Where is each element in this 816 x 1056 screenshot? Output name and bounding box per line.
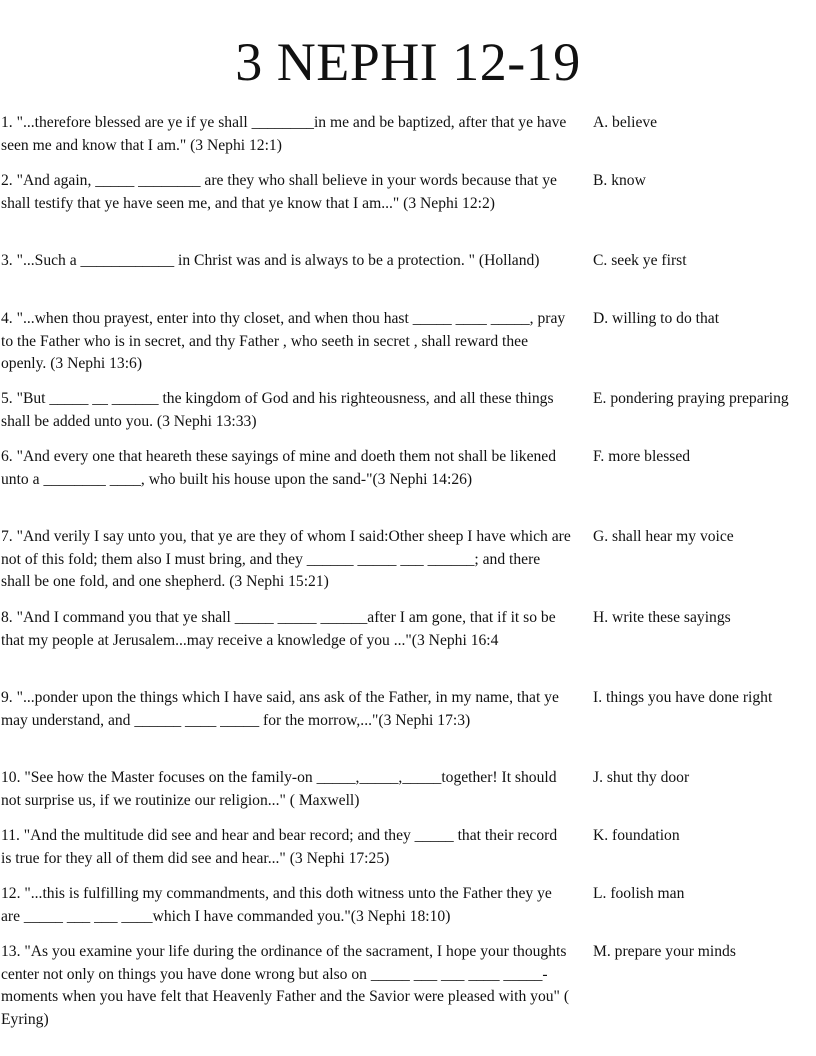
question-text: 8. "And I command you that ye shall _____ _____ ______after I am gone, that if it so be that my people at Jerusalem...may receive a knowledge of you ..."(3 Nephi 16:4: [1, 609, 556, 649]
question-text: 5. "But _____ __ ______ the kingdom of God and his righteousness, and all these things shall be added unto you. (3 Nephi 13:33): [1, 390, 554, 430]
answer-option: M. prepare your minds: [593, 943, 736, 960]
question-text: 13. "As you examine your life during the ordinance of the sacrament, I hope your thoughts center not only on things you have done wrong but also on _____ ___ ___ ____ _____-moments when you have felt that Heavenly Father and the Savior were pleased with you" ( Eyring): [1, 943, 570, 1028]
answer-option: E. pondering praying preparing: [593, 390, 789, 407]
answer-option: F. more blessed: [593, 448, 691, 465]
question-text: 6. "And every one that heareth these sayings of mine and doeth them not shall be likened unto a ________ ____, who built his house upon the sand-"(3 Nephi 14:26): [1, 448, 557, 488]
page-title: 3 NEPHI 12-19: [235, 32, 581, 92]
answer-option: J. shut thy door: [593, 769, 690, 786]
answer-option: A. believe: [593, 114, 658, 131]
answer-option: G. shall hear my voice: [593, 528, 734, 545]
answer-option: L. foolish man: [593, 885, 685, 902]
question-text: 1. "...therefore blessed are ye if ye shall ________in me and be baptized, after that ye have seen me and know that I am." (3 Nephi 12:1): [1, 114, 567, 154]
question-text: 10. "See how the Master focuses on the family-on _____,_____,_____together! It should not surprise us, if we routinize our religion..." ( Maxwell): [1, 769, 557, 809]
question-text: 3. "...Such a ____________ in Christ was and is always to be a protection. " (Holland): [1, 252, 540, 269]
question-text: 2. "And again, _____ ________ are they who shall believe in your words because that ye shall testify that ye have seen me, and that ye know that I am..." (3 Nephi 12:2): [1, 172, 557, 212]
answer-option: K. foundation: [593, 827, 680, 844]
question-text: 4. "...when thou prayest, enter into thy closet, and when thou hast _____ ____ _____, pray to the Father who is in secret, and thy Father , who seeth in secret , shall reward thee openly. (3 Nephi 13:6): [1, 310, 566, 373]
question-text: 12. "...this is fulfilling my commandments, and this doth witness unto the Father they ye are _____ ___ ___ ____which I have commanded you."(3 Nephi 18:10): [1, 885, 552, 925]
question-text: 9. "...ponder upon the things which I have said, ans ask of the Father, in my name, that ye may understand, and ______ ____ _____ for the morrow,..."(3 Nephi 17:3): [1, 689, 559, 729]
answer-option: D. willing to do that: [593, 310, 720, 327]
question-text: 7. "And verily I say unto you, that ye are they of whom I said:Other sheep I have which are not of this fold; them also I must bring, and they ______ _____ ___ ______; and there shall be one fold, and one shepherd. (3 Nephi 15:21): [1, 528, 571, 591]
answer-option: H. write these sayings: [593, 609, 731, 626]
question-text: 11. "And the multitude did see and hear and bear record; and they _____ that their record is true for they all of them did see and hear..." (3 Nephi 17:25): [1, 827, 558, 867]
answer-option: C. seek ye first: [593, 252, 687, 269]
answer-option: I. things you have done right: [593, 689, 773, 706]
answer-option: B. know: [593, 172, 646, 189]
